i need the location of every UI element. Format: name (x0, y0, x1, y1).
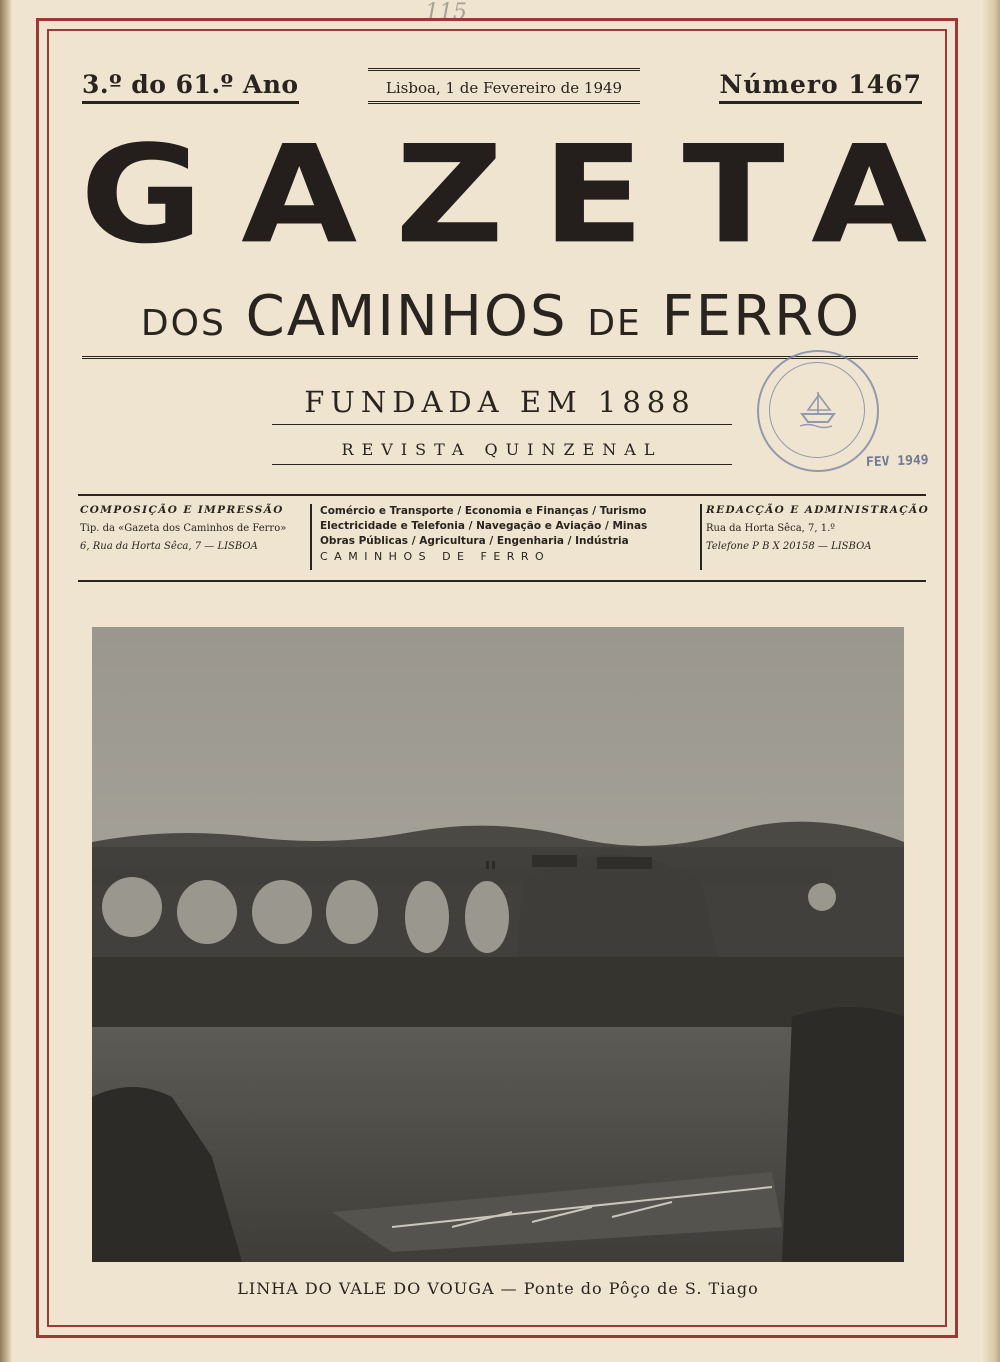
founded-line: FUNDADA EM 1888 (304, 385, 696, 419)
photo-caption (92, 1279, 904, 1298)
volume-year: 3.º do 61.º Ano (82, 70, 299, 104)
page-edge (982, 0, 1000, 1362)
topics-line-3: Obras Públicas / Agricultura / Engenharia / Indústria (320, 535, 629, 547)
editorial-title: REDACÇÃO E ADMINISTRAÇÃO (706, 504, 930, 516)
topics-line-4: CAMINHOS DE FERRO (320, 550, 551, 563)
subtitle-ferro: FERRO (661, 284, 862, 349)
printing-line-1: Tip. da «Gazeta dos Caminhos de Ferro» (80, 523, 287, 534)
topics-line-1: Comércio e Transporte / Economia e Finanças / Turismo (320, 505, 647, 517)
header-row (82, 68, 922, 108)
handwritten-mark: 115 (425, 0, 467, 25)
cover-photo (92, 627, 904, 1262)
binding-edge (0, 0, 12, 1362)
printing-line-2: 6, Rua da Horta Sêca, 7 — LISBOA (80, 541, 258, 552)
issue-date: Lisboa, 1 de Fevereiro de 1949 (368, 68, 640, 104)
periodicity-line: REVISTA QUINZENAL (341, 440, 663, 459)
stamp-date: FEV 1949 (865, 452, 929, 471)
masthead-subtitle (80, 285, 922, 356)
editorial-line-2: Telefone P B X 20158 — LISBOA (706, 541, 872, 552)
issue-number: Número 1467 (719, 70, 922, 104)
topics-line-2: Electricidade e Telefonia / Navegação e Aviação / Minas (320, 520, 648, 532)
caption-detail: — Ponte do Pôço de S. Tiago (494, 1279, 759, 1298)
printing-info (80, 504, 298, 552)
bridge-photo-illustration (92, 627, 904, 1262)
periodicity-rule (272, 464, 732, 465)
subtitle-de: DE (587, 303, 642, 344)
masthead-title: GAZETA (80, 117, 966, 274)
topics-info (310, 504, 702, 570)
library-stamp (757, 350, 879, 472)
editorial-info (706, 504, 930, 552)
subtitle-dos: DOS (140, 303, 226, 344)
ship-seal-icon (796, 386, 840, 430)
subtitle-caminhos: CAMINHOS (245, 284, 568, 349)
founded-rule (272, 424, 732, 425)
editorial-line-1: Rua da Horta Sêca, 7, 1.º (706, 523, 835, 534)
printing-title: COMPOSIÇÃO E IMPRESSÃO (80, 504, 284, 516)
caption-title: LINHA DO VALE DO VOUGA (237, 1279, 495, 1298)
info-band (78, 494, 930, 582)
